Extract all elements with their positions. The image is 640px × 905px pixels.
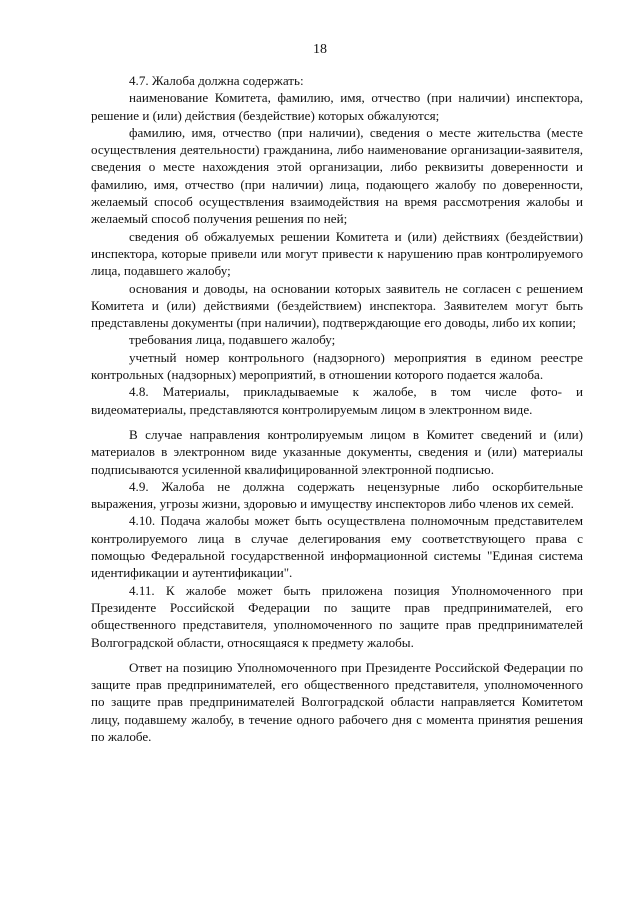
paragraph: наименование Комитета, фамилию, имя, отчество (при наличии) инспектора, решение и (или) действия (бездействие) которых обжалуются; (91, 90, 583, 123)
paragraph: 4.9. Жалоба не должна содержать нецензурные либо оскорбительные выражения, угрозы жизни, здоровью и имуществу инспекторов либо членов их семей. (91, 478, 583, 512)
paragraph: 4.10. Подача жалобы может быть осуществлена полномочным представителем контролируемого лица в случае делегирования ему соответствующего права с помощью Федеральной государственной информационной системы "Единая система идентификации и аутентификации". (91, 513, 583, 581)
paragraph: 4.7. Жалоба должна содержать: (129, 73, 304, 88)
paragraph: Ответ на позицию Уполномоченного при Президенте Российской Федерации по защите прав предпринимателей, его общественного представителя, уполномоченного по защите прав предпринимателей Волгоградской области направляется Комитетом лицу, подавшему жалобу, в течение одного рабочего дня с момента принятия решения по жалобе. (91, 659, 583, 744)
paragraph: 4.8. Материалы, прикладываемые к жалобе, в том числе фото- и видеоматериалы, представляются контролируемым лицом в электронном виде. (91, 384, 583, 417)
paragraph: фамилию, имя, отчество (при наличии), сведения о месте жительства (месте осуществления деятельности) гражданина, либо наименование организации-заявителя, сведения о месте нахождения этой организации, либо реквизиты доверенности и фамилию, имя, отчество (при наличии) лица, подающего жалобу по доверенности, желаемый способ осуществления взаимодействия на время рассмотрения жалобы и желаемый способ получения решения по ней; (91, 124, 583, 227)
body-text (91, 72, 583, 745)
paragraph: В случае направления контролируемым лицом в Комитет сведений и (или) материалов в электронном виде указанные документы, сведения и (или) материалы подписываются усиленной квалифицированной электронной подписью. (91, 426, 583, 477)
paragraph: 4.11. К жалобе может быть приложена позиция Уполномоченного при Президенте Российской Федерации по защите прав предпринимателей, его общественного представителя, уполномоченного по защите прав предпринимателей Волгоградской области, относящаяся к предмету жалобы. (91, 582, 583, 650)
paragraph: учетный номер контрольного (надзорного) мероприятия в едином реестре контрольных (надзорных) мероприятий, в отношении которого подается жалоба. (91, 349, 583, 383)
paragraph: требования лица, подавшего жалобу; (129, 332, 336, 348)
paragraph: сведения об обжалуемых решении Комитета и (или) действиях (бездействии) инспектора, которые привели или могут привести к нарушению прав контролируемого лица, подавшего жалобу; (91, 228, 583, 279)
paragraph: основания и доводы, на основании которых заявитель не согласен с решением Комитета и (или) действиями (бездействием) инспектора. Заявителем могут быть представлены документы (при наличии), подтверждающие его доводы, либо их копии; (91, 280, 583, 331)
page-number: 18 (313, 42, 327, 57)
